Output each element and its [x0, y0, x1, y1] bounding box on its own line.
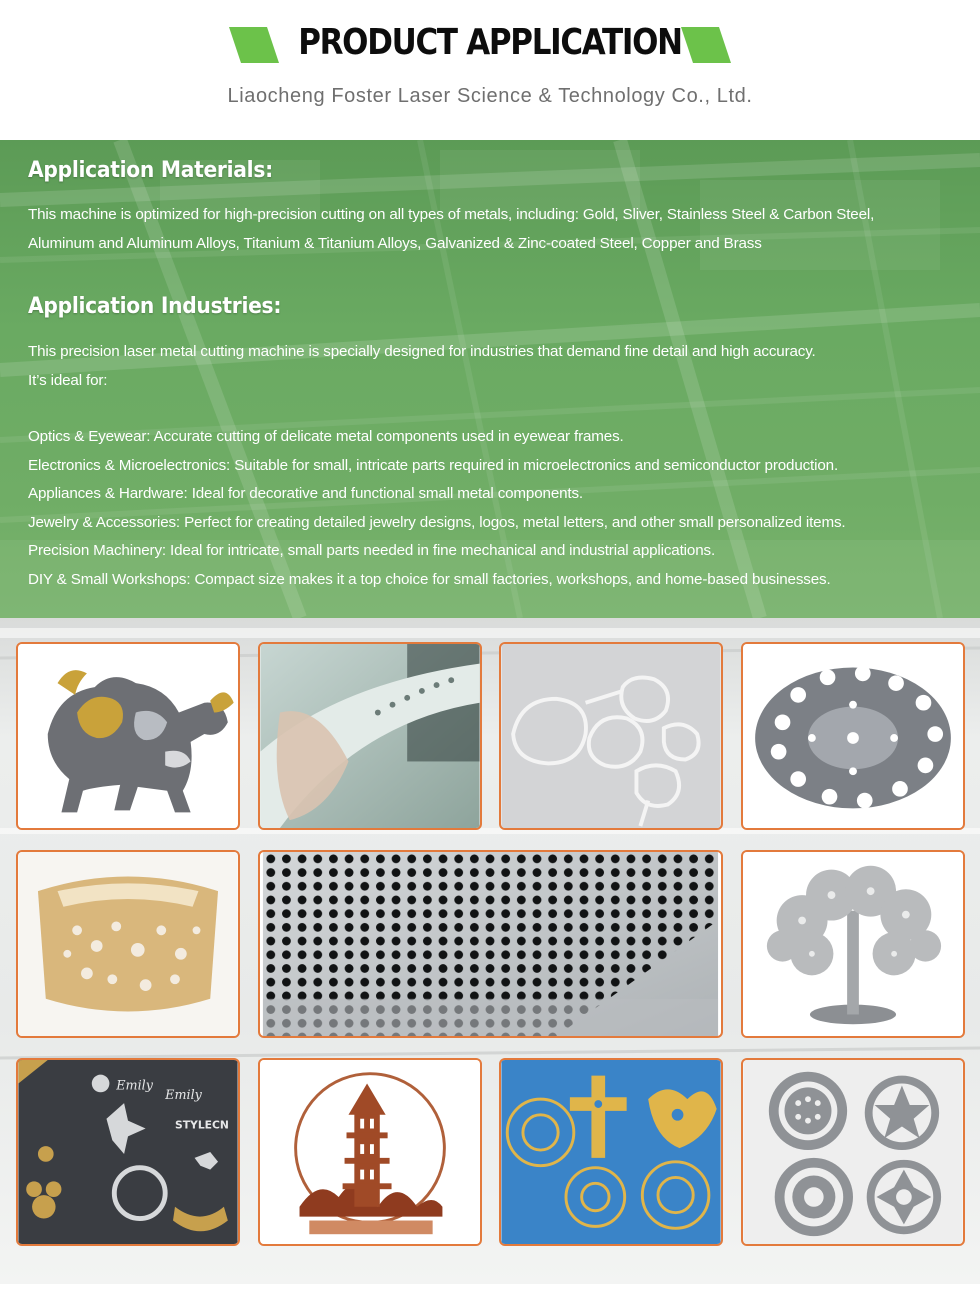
- filigree-metal-disc-image: [743, 644, 963, 828]
- gold-filigree-bracelet-image: [18, 852, 238, 1036]
- gallery-tile-copper-ornament: [258, 1058, 482, 1246]
- industry-item: Electronics & Microelectronics: Suitable for small, intricate parts required in microelectronics and semiconductor production.: [28, 456, 839, 474]
- gallery-tile-bracelet: [16, 850, 240, 1038]
- gallery-tile-tree: [741, 850, 965, 1038]
- thin-metal-strip-cutting-image: [260, 644, 480, 828]
- industry-item: DIY & Small Workshops: Compact size makes it a top choice for small factories, workshops, and home-based businesses.: [28, 570, 831, 588]
- industries-intro-line: This precision laser metal cutting machine is specially designed for industries that demand fine detail and high accuracy.: [28, 343, 816, 360]
- gallery-tile-lion: [16, 642, 240, 830]
- gallery-tile-mandala-discs: [741, 1058, 965, 1246]
- industries-heading: Application Industries:: [28, 294, 282, 319]
- industries-list: [28, 423, 980, 594]
- industry-item: Appliances & Hardware: Ideal for decorative and functional small metal components.: [28, 485, 583, 502]
- copper-tower-ornament-image: [260, 1060, 480, 1244]
- page-header: [0, 0, 980, 140]
- materials-line: Aluminum and Aluminum Alloys, Titanium & Titanium Alloys, Galvanized & Zinc-coated Steel, Copper and Brass: [28, 234, 762, 252]
- emily-text: Emily: [116, 1077, 153, 1093]
- emily-text-2: Emily: [165, 1087, 202, 1103]
- gallery-tile-eyeglasses: [499, 642, 723, 830]
- small-metal-cutouts-image: [18, 1060, 238, 1244]
- gold-filigree-pendants-image: [501, 1060, 721, 1244]
- materials-text: [28, 201, 980, 258]
- perforated-metal-sheet-image: [260, 852, 721, 1036]
- industry-item: Jewelry & Accessories: Perfect for creating detailed jewelry designs, logos, metal letters, and other small personalized items.: [28, 513, 846, 531]
- company-name: Liaocheng Foster Laser Science & Technology Co., Ltd.: [227, 85, 753, 107]
- page-title: PRODUCT APPLICATION: [298, 22, 682, 63]
- application-info-section: [0, 140, 980, 618]
- gallery-tile-filigree-disc: [741, 642, 965, 830]
- industry-item: Optics & Eyewear: Accurate cutting of delicate metal components used in eyewear frames.: [28, 428, 624, 445]
- materials-heading: Application Materials:: [28, 158, 273, 183]
- steel-mandala-discs-image: [743, 1060, 963, 1244]
- materials-line: This machine is optimized for high-precision cutting on all types of metals, including: Gold, Sliver, Stainless Steel & Carbon Steel,: [28, 206, 875, 223]
- metal-tree-sculpture-image: [743, 852, 963, 1036]
- industry-item: Precision Machinery: Ideal for intricate, small parts needed in fine mechanical and industrial applications.: [28, 542, 716, 559]
- gallery-tile-metal-strip: [258, 642, 482, 830]
- green-parallelogram-right-icon: [681, 27, 731, 63]
- metal-lion-sculpture-image: [18, 644, 238, 828]
- industries-intro: [28, 338, 980, 395]
- gallery-tile-perforated-sheet: [258, 850, 723, 1038]
- gallery-tile-gold-pendants: [499, 1058, 723, 1246]
- eyeglass-frames-image: [501, 644, 721, 828]
- gallery-tile-small-cutouts: [16, 1058, 240, 1246]
- product-gallery: [0, 618, 980, 1284]
- industries-intro-line: It’s ideal for:: [28, 371, 108, 389]
- stylecn-text: STYLECN: [174, 1118, 229, 1132]
